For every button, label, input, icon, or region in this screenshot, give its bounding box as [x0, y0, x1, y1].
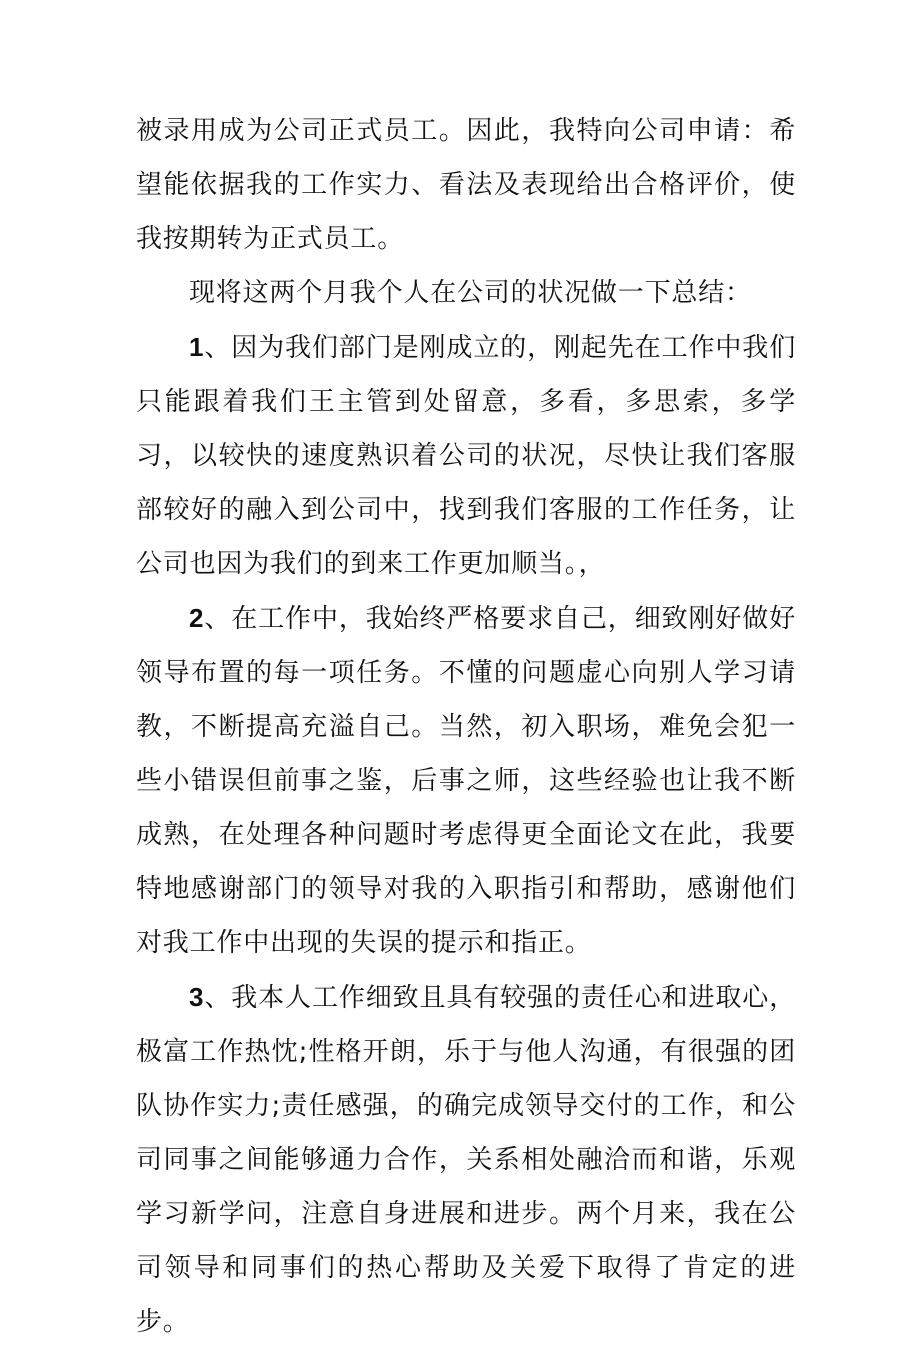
item-number: 3	[189, 982, 205, 1012]
paragraph-item-1	[136, 320, 796, 591]
item-number: 2	[189, 603, 205, 633]
document-body	[136, 104, 796, 1349]
item-text: 、在工作中，我始终严格要求自己，细致刚好做好领导布置的每一项任务。不懂的问题虚心向别人学习请教，不断提高充溢自己。当然，初入职场，难免会犯一些小错误但前事之鉴，后事之师，这些经验也让我不断成熟，在处理各种问题时考虑得更全面论文在此，我要特地感谢部门的领导对我的入职指引和帮助，感谢他们对我工作中出现的失误的提示和指正。	[136, 604, 796, 958]
item-text: 、我本人工作细致且具有较强的责任心和进取心，极富工作热忱;性格开朗，乐于与他人沟通，有很强的团队协作实力;责任感强，的确完成领导交付的工作，和公司同事之间能够通力合作，关系相处融洽而和谐，乐观学习新学问，注意自身进展和进步。两个月来，我在公司领导和同事们的热心帮助及关爱下取得了肯定的进步。	[136, 983, 796, 1337]
item-number: 1	[189, 332, 205, 362]
paragraph-summary-intro: 现将这两个月我个人在公司的状况做一下总结：	[189, 278, 752, 308]
paragraph-item-2	[136, 591, 796, 970]
paragraph-continuation: 被录用成为公司正式员工。因此，我特向公司申请：希望能依据我的工作实力、看法及表现给出合格评价，使我按期转为正式员工。	[136, 116, 796, 254]
item-text: 、因为我们部门是刚成立的，刚起先在工作中我们只能跟着我们王主管到处留意，多看，多思索，多学习，以较快的速度熟识着公司的状况，尽快让我们客服部较好的融入到公司中，找到我们客服的工作任务，让公司也因为我们的到来工作更加顺当。，	[136, 333, 796, 579]
paragraph-item-3	[136, 970, 796, 1349]
